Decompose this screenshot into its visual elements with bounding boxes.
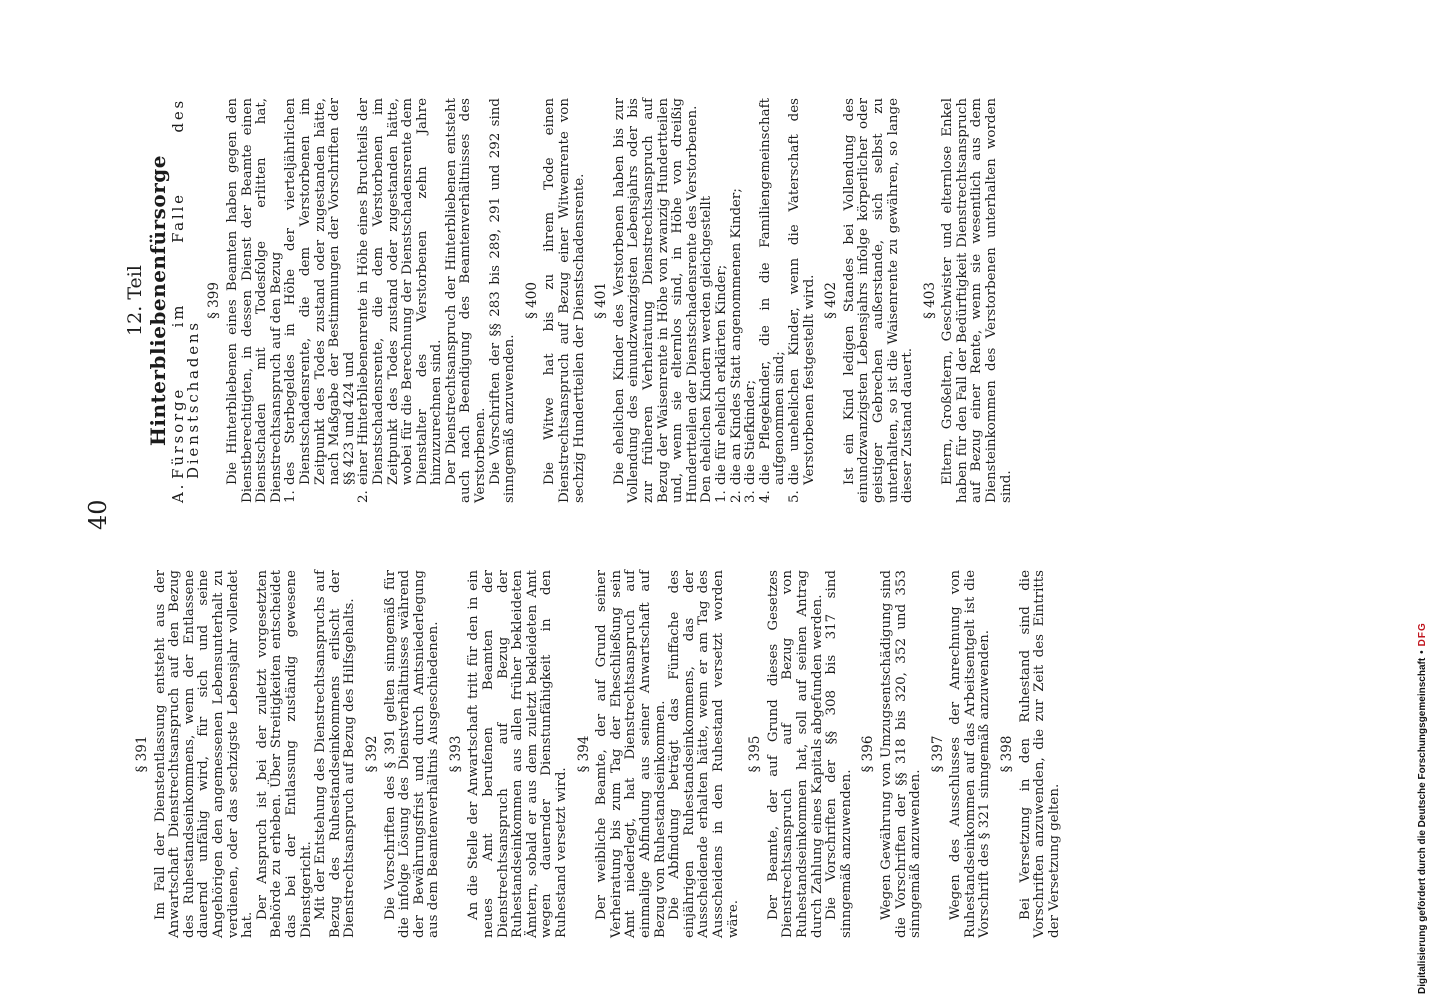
subsection-number: A. xyxy=(169,481,188,503)
left-column xyxy=(128,570,1062,938)
paragraph: Mit der Entstehung des Dienstrechtsanspruchs auf Bezug des Ruhestandseinkommens erlischt der Dienstrechtsanspruch auf Bezug des Hilfsgehalts. xyxy=(313,570,358,938)
paragraph: Die ehelichen Kinder des Verstorbenen haben bis zur Vollendung des einundzwanzigsten Lebensjahrs oder bis zur früheren Verheiratung Dienstrechtsanspruch auf Bezug der Waisenrente in Höhe von zwanzig Hundertteilen und, wenn sie elternlos sind, in Höhe von dreißig Hundertteilen der Dienstschadensrente des Verstorbenen. xyxy=(611,98,700,503)
list-item-number: 2. xyxy=(356,490,372,503)
dfg-credit: Digitalisierung gefördert durch die Deutsche Forschungsgemeinschaft • DFG xyxy=(1416,622,1428,994)
list-item-number: 2. xyxy=(728,490,744,503)
paragraph: Der Anspruch ist bei der zuletzt vorgesetzten Behörde zu erheben. Über Streitigkeiten entscheidet das bei der Entlassung zuständig gewesene Dienstgericht. xyxy=(254,570,314,938)
section-heading: § 393 xyxy=(447,735,464,773)
paragraph: Die Abfindung beträgt das Fünffache des einjährigen Ruhestandseinkommens, das der Ausscheidende erhalten hätte, wenn er am Tag des Ausscheidens in den Ruhestand versetzt worden wäre. xyxy=(667,570,741,938)
right-column xyxy=(124,98,1014,503)
list-item-number: 1. xyxy=(713,490,729,503)
list-item xyxy=(715,98,730,503)
paragraph: Die Vorschriften der §§ 283 bis 289, 291 und 292 sind sinngemäß anzuwenden. xyxy=(487,98,518,503)
list-item xyxy=(357,98,445,503)
section-heading: § 403 xyxy=(921,282,938,319)
section-heading: § 402 xyxy=(823,282,840,319)
paragraph: Wegen Gewährung von Umzugsentschädigung sind die Vorschriften der §§ 318 bis 320, 352 und 353 sinngemäß anzuwenden. xyxy=(878,570,924,938)
part-heading: 12. Teil xyxy=(124,265,146,336)
list-item-text: die unehelichen Kinder, wenn die Vaterschaft des Verstorbenen festgestellt wird. xyxy=(786,98,817,485)
paragraph: Im Fall der Dienstentlassung entsteht aus der Anwartschaft Dienstrechtsanspruch auf den Bezug des Ruhestandseinkommens, wenn der Entlassene dauernd unfähig wird, für sich und seine Angehörigen den angemessenen Lebensunterhalt zu verdienen, oder das sechzigste Lebensjahr vollendet hat. xyxy=(152,570,256,938)
part-title: Hinterbliebenenfürsorge xyxy=(145,155,170,446)
paragraph: Bei Versetzung in den Ruhestand sind die Vorschriften anzuwenden, die zur Zeit des Eintritts der Versetzung gelten. xyxy=(1017,570,1062,938)
paragraph: Die Hinterbliebenen eines Beamten haben gegen den Dienstberechtigten, in dessen Dienst der Beamte einen Dienstschaden mit Todesfolge erlitten hat, Dienstrechtsanspruch auf den Bezug xyxy=(224,98,284,503)
section-heading: § 397 xyxy=(929,735,946,773)
list-item-number: 3. xyxy=(743,490,759,503)
page-number: 40 xyxy=(84,499,112,530)
list-item-number: 1. xyxy=(283,490,299,503)
subsection-heading xyxy=(171,98,200,503)
list-item xyxy=(759,98,788,503)
list-item-text: die an Kindes Statt angenommenen Kinder; xyxy=(728,188,744,485)
dfg-credit-text: Digitalisierung gefördert durch die Deutsche Forschungsgemeinschaft xyxy=(1416,657,1428,994)
section-heading: § 399 xyxy=(206,282,223,319)
section-heading: § 398 xyxy=(999,735,1016,773)
paragraph: Die Vorschriften des § 391 gelten sinngemäß für die infolge Lösung des Dienstverhältnisses während der Bewährungsfrist und durch Amtsniederlegung aus dem Beamtenverhältnis Ausgeschiedenen. xyxy=(382,570,442,938)
numbered-list xyxy=(284,98,445,503)
subsection-title: Fürsorge im Falle des Dienstschadens xyxy=(169,98,202,479)
section-heading: § 392 xyxy=(363,735,380,773)
list-item xyxy=(730,98,745,503)
section-heading: § 401 xyxy=(593,282,610,319)
right-column-body xyxy=(207,98,1014,503)
paragraph: Den ehelichen Kindern werden gleichgestellt xyxy=(699,195,715,503)
section-heading: § 394 xyxy=(575,735,592,773)
dfg-logo: DFG xyxy=(1416,622,1428,647)
list-item xyxy=(284,98,357,503)
paragraph: Der weibliche Beamte, der auf Grund seiner Verheiratung bis zum Tag der Eheschließung sein Amt niederlegt, hat Dienstrechtsanspruch auf einmalige Abfindung aus seiner Anwartschaft auf Bezug von Ruhestandseinkommen. xyxy=(594,570,668,938)
section-heading: § 396 xyxy=(860,735,877,773)
list-item xyxy=(788,98,817,503)
list-item-text: einer Hinterbliebenenrente in Höhe eines Bruchteils der Dienstschadensrente, die dem Verstorbenen im Zeitpunkt des Todes zustand oder zugestanden hätte, wobei für die Berechnung der Dienstschadensrente dem Dienstalter des Verstorbenen zehn Jahre hinzuzurechnen sind. xyxy=(356,98,445,485)
paragraph: Eltern, Großeltern, Geschwister und elternlose Enkel haben für den Fall der Bedürftigkeit Dienstrechtsanspruch auf Bezug einer Rente, wenn sie wesentlich aus dem Diensteinkommen des Verstorbenen unterhalten worden sind. xyxy=(940,98,1014,503)
paragraph: Der Dienstrechtsanspruch der Hinterbliebenen entsteht auch nach Beendigung des Beamtenverhältnisses des Verstorbenen. xyxy=(443,98,489,503)
section-heading: § 395 xyxy=(747,735,764,773)
section-heading: § 391 xyxy=(134,735,150,773)
paragraph: An die Stelle der Anwartschaft tritt für den in ein neues Amt berufenen Beamten der Dienstrechtsanspruch auf Bezug der Ruhestandseinkommen aus allen früher bekleideten Ämtern, sobald er aus dem zuletzt bekleideten Amt wegen dauernder Dienstunfähigkeit in den Ruhestand versetzt wird. xyxy=(466,570,570,938)
list-item-number: 4. xyxy=(757,490,773,503)
paragraph: Die Vorschriften der §§ 308 bis 317 sind sinngemäß anzuwenden. xyxy=(824,570,854,938)
list-item-text: die Pflegekinder, die in die Familiengemeinschaft aufgenommen sind; xyxy=(757,98,788,485)
paragraph: Ist ein Kind ledigen Standes bei Vollendung des einundzwanzigsten Lebensjahrs infolge körperlicher oder geistiger Gebrechen außerstande, sich selbst zu unterhalten, so ist die Waisenrente zu gewähren, so lange dieser Zustand dauert. xyxy=(841,98,916,503)
paragraph: Der Beamte, der auf Grund dieses Gesetzes Dienstrechtsanspruch auf Bezug von Ruhestandseinkommen hat, soll auf seinen Antrag durch Zahlung eines Kapitals abgefunden werden. xyxy=(765,570,825,938)
paragraph: Wegen des Ausschlusses der Anrechnung von Ruhestandseinkommen auf das Arbeitsentgelt ist die Vorschrift des § 321 sinngemäß anzuwenden. xyxy=(948,570,993,938)
list-item-text: die für ehelich erklärten Kinder; xyxy=(713,264,729,485)
list-item-text: des Sterbegeldes in Höhe der vierteljährlichen Dienstschadensrente, die dem Verstorbenen im Zeitpunkt des Todes zustand oder zugestanden hätte, nach Maßgabe der Bestimmungen der Vorschriften der §§ 423 und 424 und xyxy=(283,98,357,485)
list-item-text: die Stiefkinder; xyxy=(743,379,759,485)
paragraph: Die Witwe hat bis zu ihrem Tode einen Dienstrechtsanspruch auf Bezug einer Witwenrente von sechzig Hundertteilen der Dienstschadensrente. xyxy=(542,98,587,503)
list-item-number: 5. xyxy=(786,490,802,503)
numbered-list xyxy=(715,98,817,503)
list-item xyxy=(744,98,759,503)
section-heading: § 400 xyxy=(523,282,540,319)
